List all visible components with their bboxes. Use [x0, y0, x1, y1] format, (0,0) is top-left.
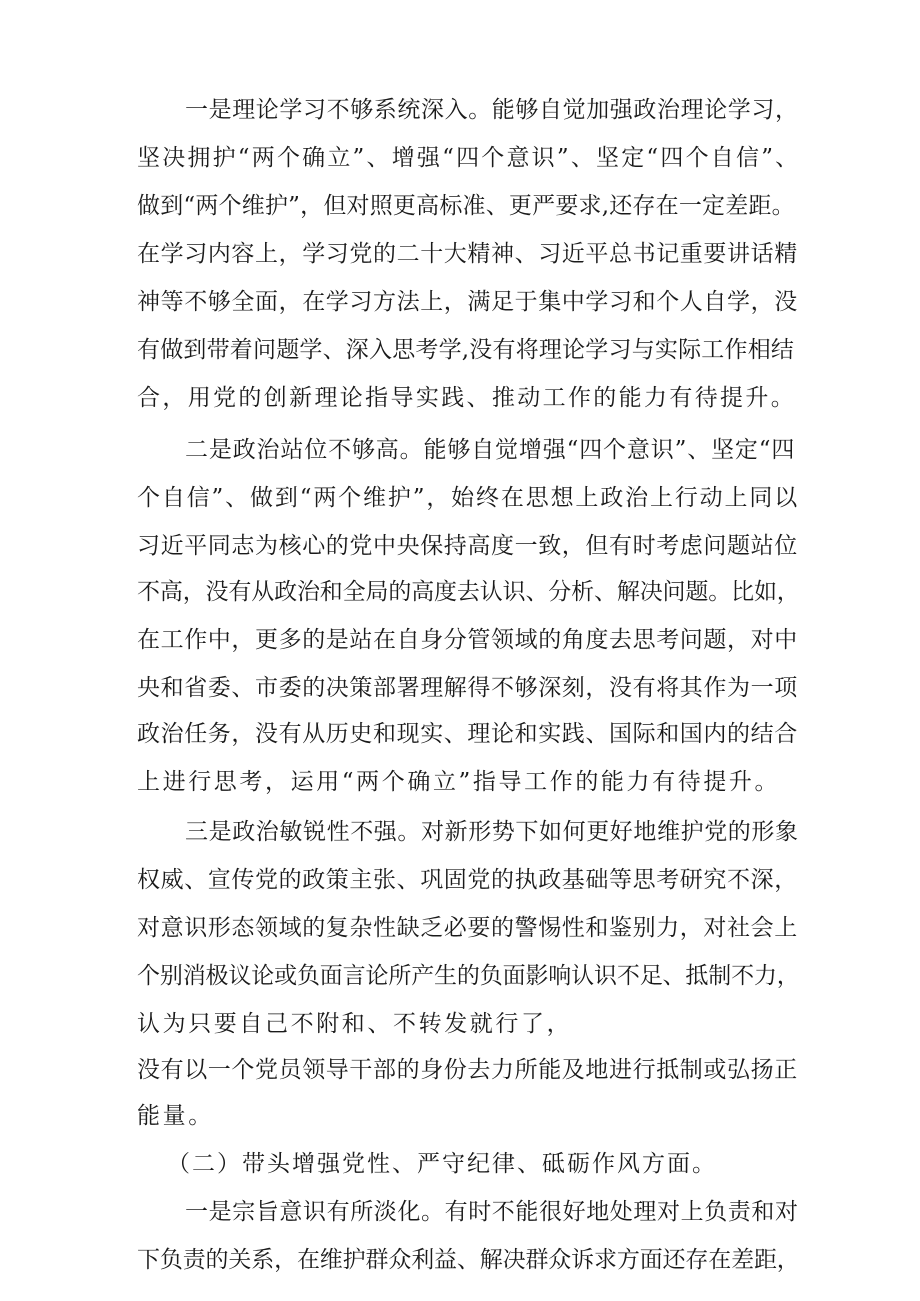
- paragraph-1-line-2: 坚决拥护“两个确立”、增强“四个意识”、坚定“四个自信”、: [137, 145, 801, 171]
- document-page: [137, 0, 800, 1301]
- paragraph-2-line-5: 在工作中，更多的是站在自身分管领域的角度去思考问题，对中: [137, 627, 798, 653]
- paragraph-3-line-7: 能量。: [137, 1103, 214, 1129]
- paragraph-1-line-6: 有做到带着问题学、深入思考学,没有将理论学习与实际工作相结: [137, 337, 795, 363]
- paragraph-3-line-2: 权威、宣传党的政策主张、巩固党的执政基础等思考研究不深，: [137, 867, 798, 893]
- paragraph-1-line-4: 在学习内容上，学习党的二十大精神、习近平总书记重要讲话精: [137, 241, 798, 267]
- section-heading: （二）带头增强党性、严守纪律、砥砺作风方面。: [167, 1151, 717, 1177]
- paragraph-3-line-4: 个别消极议论或负面言论所产生的负面影响认识不足、抵制不力，: [137, 963, 800, 989]
- paragraph-2-line-2: 个自信”、做到“两个维护”，始终在思想上政治上行动上同以: [137, 485, 800, 511]
- paragraph-1-line-5: 神等不够全面，在学习方法上，满足于集中学习和个人自学，没: [137, 289, 798, 315]
- paragraph-2-line-8: 上进行思考，运用“两个确立”指导工作的能力有待提升。: [137, 769, 781, 795]
- paragraph-1-line-1: 一是理论学习不够系统深入。能够自觉加强政治理论学习，: [185, 97, 799, 123]
- paragraph-2-line-7: 政治任务，没有从历史和现实、理论和实践、国际和国内的结合: [137, 721, 798, 747]
- paragraph-2-line-4: 不高，没有从政治和全局的高度去认识、分析、解决问题。比如，: [137, 579, 800, 605]
- paragraph-2-line-3: 习近平同志为核心的党中央保持高度一致，但有时考虑问题站位: [137, 533, 798, 559]
- paragraph-3-line-6: 没有以一个党员领导干部的身份去力所能及地进行抵制或弘扬正: [137, 1057, 798, 1083]
- paragraph-3-line-1: 三是政治敏锐性不强。对新形势下如何更好地维护党的形象: [185, 819, 799, 845]
- paragraph-4-line-2: 下负责的关系，在维护群众利益、解决群众诉求方面还存在差距，: [137, 1247, 800, 1273]
- paragraph-3-line-5: 认为只要自己不附和、不转发就行了，: [137, 1011, 573, 1037]
- paragraph-4-line-1: 一是宗旨意识有所淡化。有时不能很好地处理对上负责和对: [185, 1199, 799, 1225]
- paragraph-3-line-3: 对意识形态领域的复杂性缺乏必要的警惕性和鉴别力，对社会上: [137, 915, 798, 941]
- paragraph-2-line-6: 央和省委、市委的决策部署理解得不够深刻，没有将其作为一项: [137, 675, 798, 701]
- paragraph-1-line-7: 合，用党的创新理论指导实践、推动工作的能力有待提升。: [137, 385, 797, 411]
- paragraph-2-line-1: 二是政治站位不够高。能够自觉增强“四个意识”、坚定“四: [185, 437, 796, 463]
- paragraph-1-line-3: 做到“两个维护”，但对照更高标准、更严要求,还存在一定差距。: [137, 193, 795, 219]
